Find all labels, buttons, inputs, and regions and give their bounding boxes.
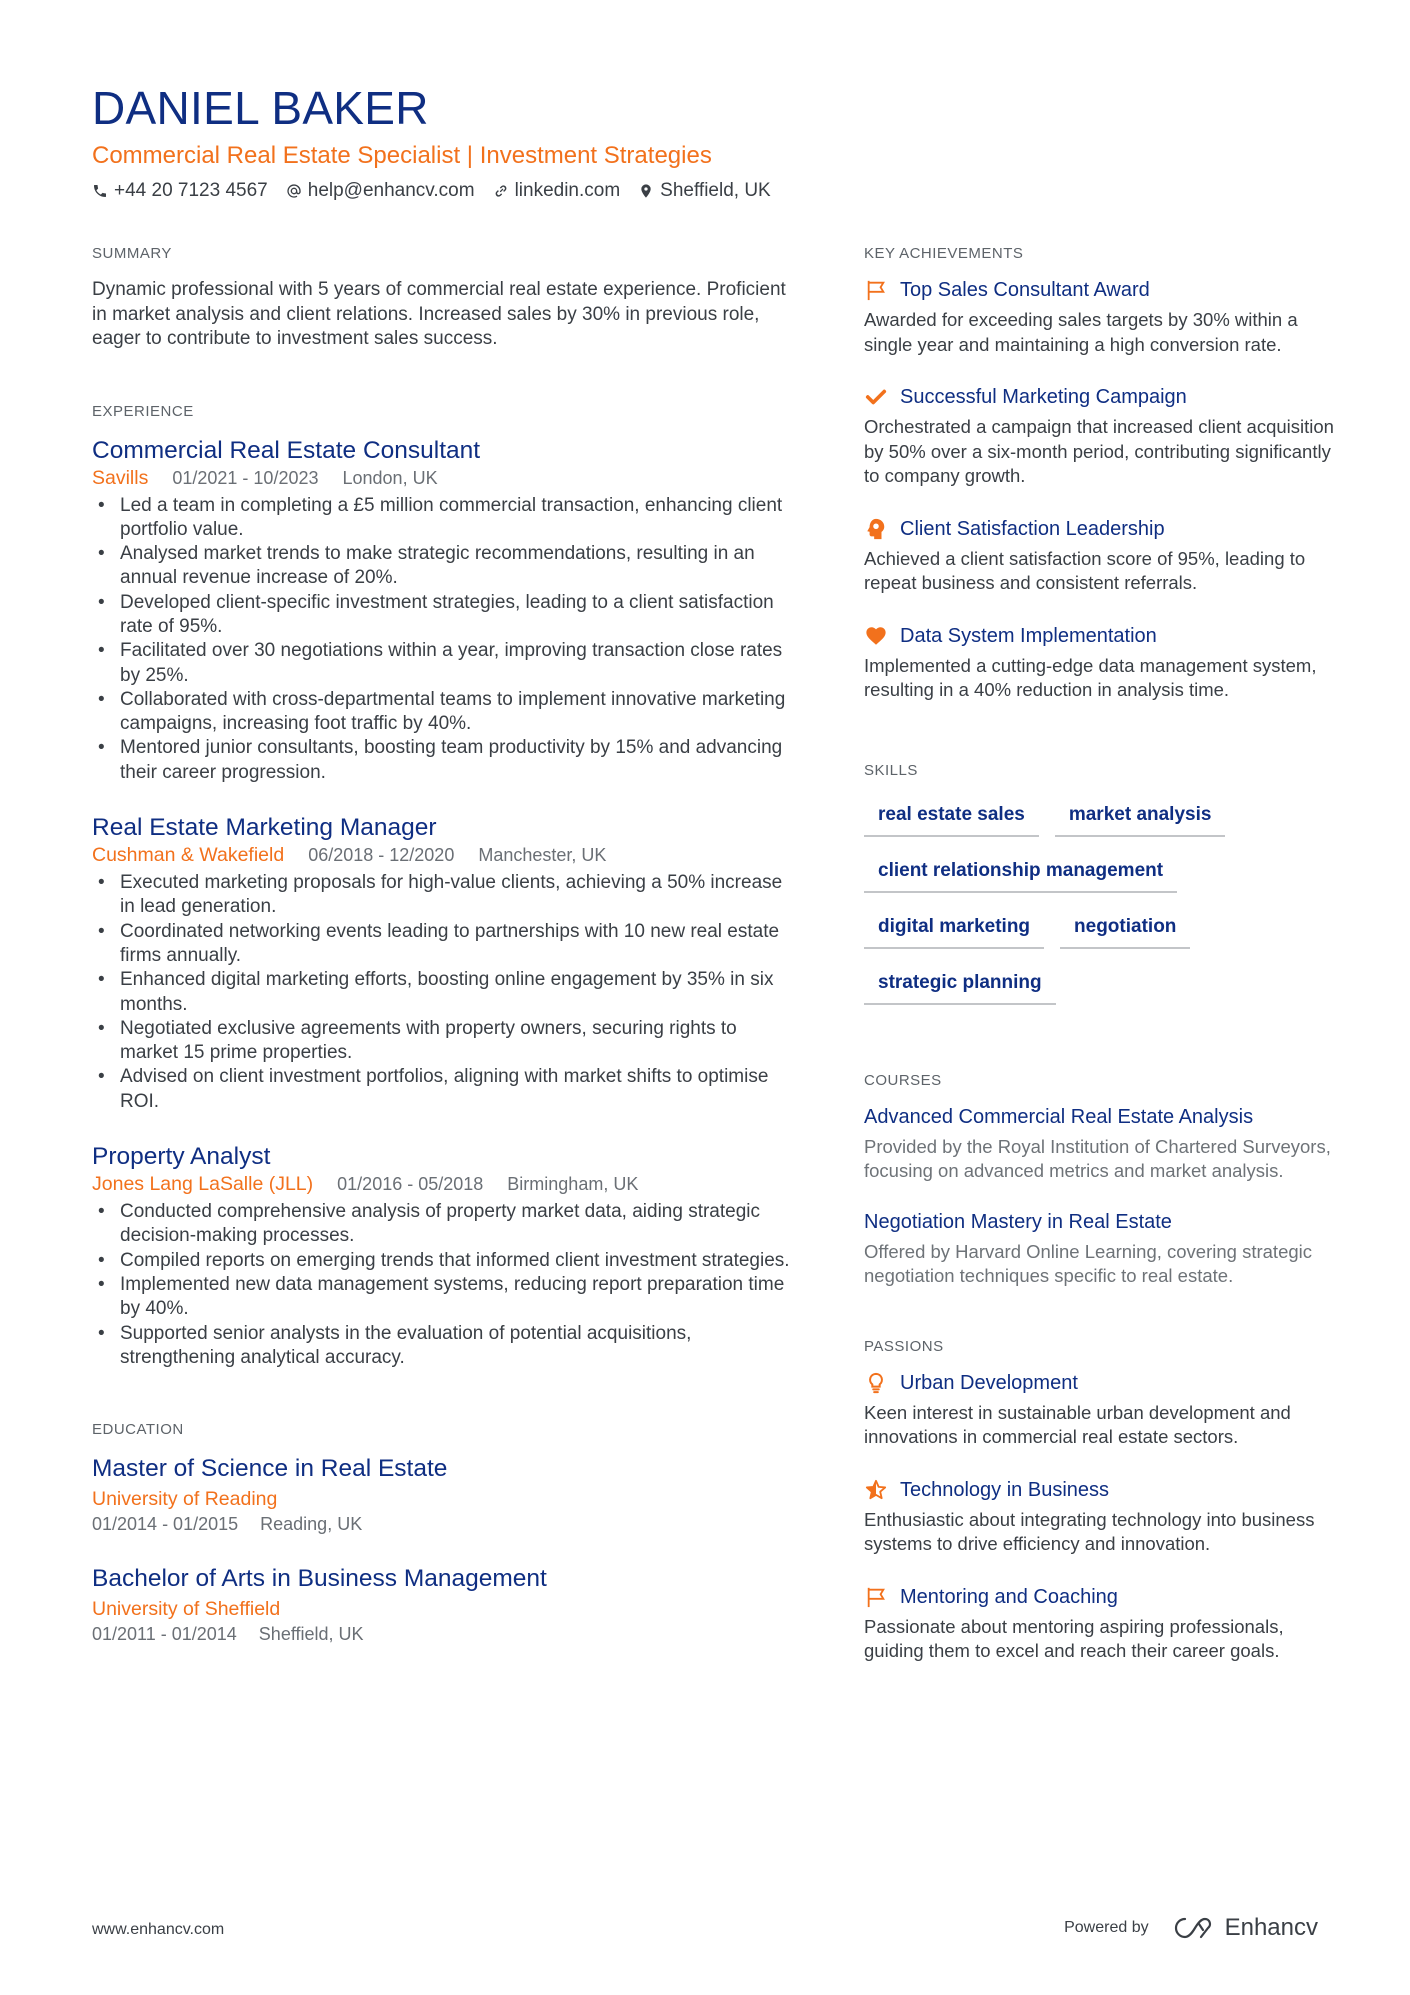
passion-item [864, 1476, 1334, 1557]
job-bullet: • Supported senior analysts in the evaluation of potential acquisitions, strengthening analytical accuracy. [92, 1322, 792, 1371]
job-bullet: • Collaborated with cross-departmental teams to implement innovative marketing campaigns, increasing foot traffic by 40%. [92, 688, 792, 737]
education-dates: 01/2014 - 01/2015 [92, 1514, 239, 1535]
summary-text: Dynamic professional with 5 years of commercial real estate experience. Proficient in market analysis and client relations. Increased sales by 30% in previous role, eager to contribute to investment sales success. [92, 279, 786, 349]
job-title: Real Estate Marketing Manager [92, 814, 437, 842]
candidate-name: DANIEL BAKER [92, 82, 429, 134]
contact-location [638, 178, 771, 204]
education-location: Sheffield, UK [258, 1624, 364, 1645]
phone-icon [92, 183, 108, 199]
job-bullet: • Executed marketing proposals for high-value clients, achieving a 50% increase in lead generation. [92, 871, 792, 920]
link-icon [493, 183, 509, 199]
section-label-courses: COURSES [864, 1071, 942, 1089]
skills-list [864, 799, 1324, 1005]
job-meta [92, 843, 792, 867]
course-item [864, 1103, 1334, 1184]
email-text: help@enhancv.com [307, 180, 475, 201]
achievement-desc: Orchestrated a campaign that increased client acquisition by 50% over a six-month period, contributing significantly to company growth. [864, 416, 1334, 486]
education-entry [92, 1454, 792, 1536]
achievement-item [864, 383, 1334, 489]
job-entry [92, 813, 792, 1114]
flag-icon [864, 1585, 888, 1609]
achievement-item [864, 276, 1334, 357]
job-bullet: • Advised on client investment portfolios, aligning with market shifts to optimise ROI. [92, 1065, 792, 1114]
skill-tag: strategic planning [864, 967, 1056, 1005]
left-column [92, 244, 792, 1646]
lightbulb-icon [864, 1371, 888, 1395]
achievement-title: Client Satisfaction Leadership [900, 517, 1165, 540]
check-icon [864, 385, 888, 409]
experience-section [92, 402, 792, 1371]
course-title: Negotiation Mastery in Real Estate [864, 1210, 1172, 1233]
achievements-section [864, 244, 1334, 703]
flag-icon [864, 278, 888, 302]
heart-icon [864, 624, 888, 648]
achievement-title: Top Sales Consultant Award [900, 279, 1150, 301]
job-dates: 01/2016 - 05/2018 [337, 1174, 484, 1195]
job-bullet: • Conducted comprehensive analysis of property market data, aiding strategic decision-making processes. [92, 1200, 792, 1249]
job-bullet: • Negotiated exclusive agreements with property owners, securing rights to market 15 prime properties. [92, 1017, 792, 1066]
education-dates: 01/2011 - 01/2014 [92, 1624, 237, 1645]
achievement-desc: Achieved a client satisfaction score of 95%, leading to repeat business and consistent referrals. [864, 547, 1306, 593]
resume-header [92, 80, 1322, 204]
degree-title: Bachelor of Arts in Business Management [92, 1565, 547, 1593]
section-label-skills: SKILLS [864, 761, 918, 779]
job-bullet: • Developed client-specific investment strategies, leading to a client satisfaction rate of 95%. [92, 591, 792, 640]
job-title: Commercial Real Estate Consultant [92, 436, 481, 464]
job-bullets [92, 871, 792, 1114]
job-bullet: • Facilitated over 30 negotiations within a year, improving transaction close rates by 25%. [92, 639, 792, 688]
at-icon [286, 183, 302, 199]
section-label-education: EDUCATION [92, 1421, 184, 1439]
passion-item [864, 1583, 1334, 1664]
passion-desc: Enthusiastic about integrating technology into business systems to drive efficiency and innovation. [864, 1508, 1315, 1554]
location-pin-icon [638, 183, 654, 199]
education-meta [92, 1622, 792, 1646]
location-text: Sheffield, UK [660, 180, 771, 201]
job-bullet: • Implemented new data management systems, reducing report preparation time by 40%. [92, 1273, 792, 1322]
skill-tag: negotiation [1060, 911, 1190, 949]
job-entry [92, 436, 792, 786]
education-meta [92, 1512, 792, 1536]
job-bullet: • Enhanced digital marketing efforts, boosting online engagement by 35% in six months. [92, 968, 792, 1017]
powered-by-label: Powered by [1064, 1919, 1149, 1936]
website-text: linkedin.com [514, 180, 621, 201]
course-desc: Provided by the Royal Institution of Chartered Surveyors, focusing on advanced metrics and market analysis. [864, 1135, 1331, 1181]
job-bullets [92, 494, 792, 786]
star-icon [864, 1478, 888, 1502]
achievement-item [864, 515, 1334, 596]
achievement-title: Successful Marketing Campaign [900, 386, 1187, 408]
skill-tag: digital marketing [864, 911, 1044, 949]
passion-title: Urban Development [900, 1371, 1078, 1394]
candidate-headline: Commercial Real Estate Specialist | Investment Strategies [92, 142, 712, 169]
job-bullet: • Coordinated networking events leading to partnerships with 10 new real estate firms annually. [92, 920, 792, 969]
job-location: Manchester, UK [478, 845, 607, 866]
phone-text: +44 20 7123 4567 [114, 180, 268, 201]
school-name: University of Reading [92, 1488, 278, 1511]
passion-desc: Keen interest in sustainable urban development and innovations in commercial real estate sectors. [864, 1401, 1291, 1447]
job-dates: 01/2021 - 10/2023 [172, 467, 319, 488]
education-entry [92, 1564, 792, 1646]
achievement-desc: Implemented a cutting-edge data management system, resulting in a 40% reduction in analysis time. [864, 654, 1317, 700]
course-title: Advanced Commercial Real Estate Analysis [864, 1105, 1254, 1128]
achievement-desc: Awarded for exceeding sales targets by 30% within a single year and maintaining a high conversion rate. [864, 309, 1298, 355]
job-company: Jones Lang LaSalle (JLL) [92, 1173, 314, 1196]
contact-website[interactable] [493, 178, 621, 204]
section-label-summary: SUMMARY [92, 245, 172, 262]
degree-title: Master of Science in Real Estate [92, 1455, 448, 1483]
skill-tag: client relationship management [864, 855, 1177, 893]
job-dates: 06/2018 - 12/2020 [308, 845, 455, 866]
education-location: Reading, UK [260, 1514, 363, 1535]
achievement-title: Data System Implementation [900, 624, 1157, 647]
footer-branding[interactable] [1064, 1914, 1318, 1942]
job-bullet: • Mentored junior consultants, boosting team productivity by 15% and advancing their career progression. [92, 736, 792, 785]
skills-section [864, 761, 1334, 1005]
job-location: London, UK [342, 467, 438, 488]
job-location: Birmingham, UK [507, 1174, 639, 1195]
course-desc: Offered by Harvard Online Learning, covering strategic negotiation techniques specific to real estate. [864, 1240, 1313, 1286]
skill-tag: real estate sales [864, 799, 1039, 837]
brand-name: Enhancv [1224, 1914, 1318, 1941]
passion-title: Mentoring and Coaching [900, 1585, 1118, 1608]
passion-item [864, 1369, 1334, 1450]
school-name: University of Sheffield [92, 1598, 281, 1621]
section-label-passions: PASSIONS [864, 1337, 944, 1355]
job-title: Property Analyst [92, 1143, 271, 1171]
enhancv-logo [1171, 1914, 1318, 1942]
achievement-item [864, 622, 1334, 703]
contact-phone[interactable] [92, 178, 268, 204]
job-company: Cushman & Wakefield [92, 844, 285, 867]
footer-website-link[interactable]: www.enhancv.com [92, 1921, 225, 1938]
job-entry [92, 1142, 792, 1370]
summary-section [92, 244, 792, 352]
contact-email[interactable] [286, 178, 475, 204]
course-item [864, 1208, 1334, 1289]
job-meta [92, 1172, 792, 1196]
head-icon [864, 517, 888, 541]
job-bullets [92, 1200, 792, 1370]
courses-section [864, 1071, 1334, 1289]
contact-row [92, 178, 1322, 204]
education-section [92, 1420, 792, 1646]
job-meta [92, 466, 792, 490]
section-label-experience: EXPERIENCE [92, 402, 194, 420]
passion-title: Technology in Business [900, 1478, 1110, 1501]
passion-desc: Passionate about mentoring aspiring professionals, guiding them to excel and reach their career goals. [864, 1615, 1284, 1661]
section-label-achievements: KEY ACHIEVEMENTS [864, 245, 1024, 262]
skill-tag: market analysis [1055, 799, 1226, 837]
enhancv-logo-icon [1171, 1915, 1217, 1941]
job-company: Savills [92, 466, 149, 489]
job-bullet: • Led a team in completing a £5 million commercial transaction, enhancing client portfolio value. [92, 494, 792, 543]
passions-section [864, 1337, 1334, 1664]
job-bullet: • Analysed market trends to make strategic recommendations, resulting in an annual revenue increase of 20%. [92, 542, 792, 591]
right-column [864, 244, 1334, 1664]
job-bullet: • Compiled reports on emerging trends that informed client investment strategies. [92, 1249, 792, 1273]
